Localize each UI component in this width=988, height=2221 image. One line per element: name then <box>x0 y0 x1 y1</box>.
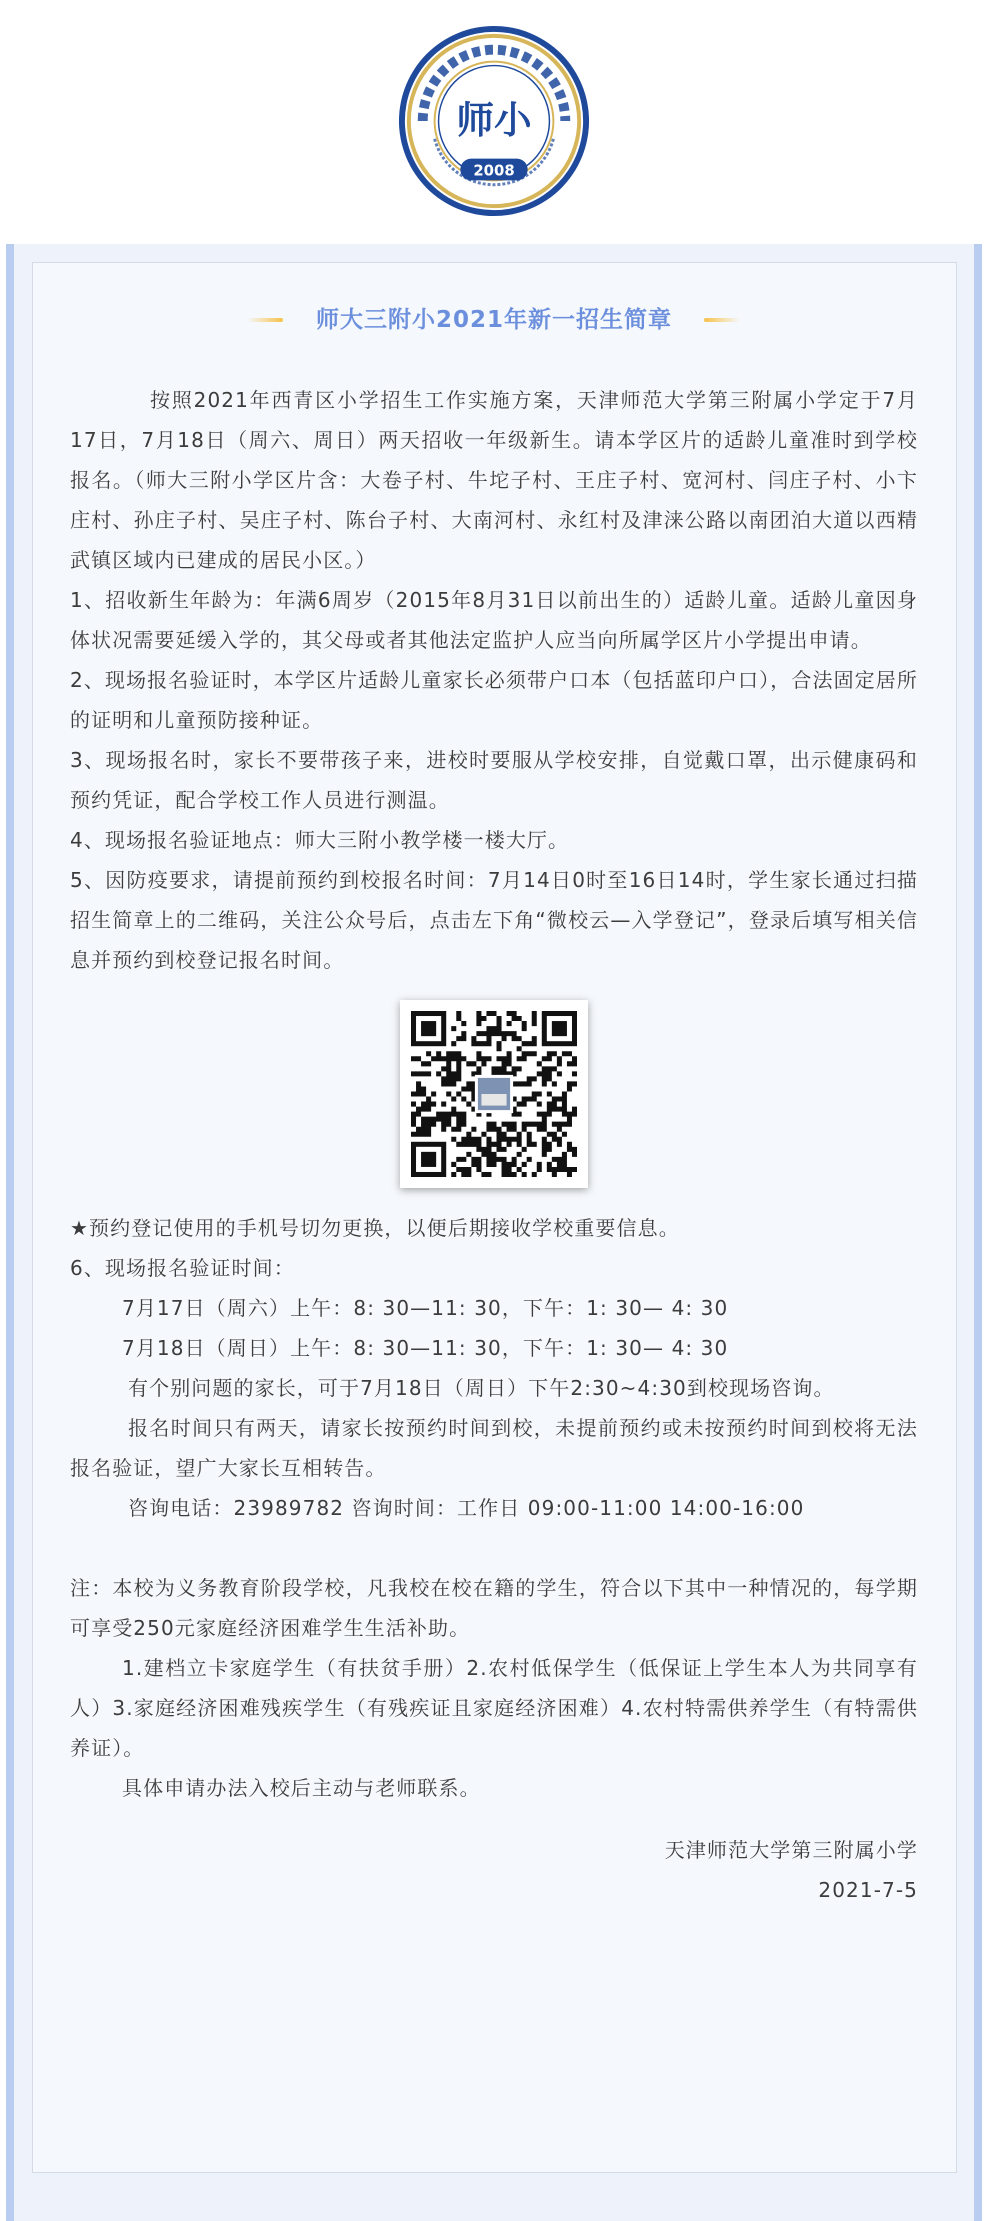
item-4: 4、现场报名验证地点：师大三附小教学楼一楼大厅。 <box>70 828 570 852</box>
star-notice: ★预约登记使用的手机号切勿更换，以便后期接收学校重要信息。 <box>70 1216 680 1240</box>
item-6-title: 6、现场报名验证时间： <box>70 1256 295 1280</box>
item-2: 2、现场报名验证时，本学区片适龄儿童家长必须带户口本（包括蓝印户口），合法固定居所的证明和儿童预防接种证。 <box>70 668 918 732</box>
intro-paragraph: 按照2021年西青区小学招生工作实施方案，天津师范大学第三附属小学定于7月17日，7月18日（周六、周日）两天招收一年级新生。请本学区片的适龄儿童准时到学校报名。（师大三附小学区片含：大卷子村、牛坨子村、王庄子村、宽河村、闫庄子村、小卞庄村、孙庄子村、吴庄子村、陈台子村、大南河村、永红村及津涞公路以南团泊大道以西精武镇区域内已建成的居民小区。） <box>70 388 918 572</box>
title-decoration-left <box>247 318 283 322</box>
qr-code-icon <box>411 1011 577 1177</box>
title-decoration-right <box>704 318 740 322</box>
signature: 天津师范大学第三附属小学 <box>664 1838 918 1862</box>
header <box>0 0 988 248</box>
contact-info: 咨询电话：23989782 咨询时间：工作日 09:00-11:00 14:00-16:00 <box>128 1496 805 1520</box>
note-intro: 注：本校为义务教育阶段学校，凡我校在校在籍的学生，符合以下其中一种情况的，每学期可享受250元家庭经济困难学生生活补助。 <box>70 1576 918 1640</box>
page-title: 师大三附小2021年新一招生简章 <box>315 307 672 333</box>
qr-code <box>400 1000 588 1188</box>
consult-note: 有个别问题的家长，可于7月18日（周日）下午2:30~4:30到校现场咨询。 <box>128 1376 835 1400</box>
title-row <box>32 300 956 340</box>
school-logo <box>395 22 593 220</box>
note-list: 1.建档立卡家庭学生（有扶贫手册）2.农村低保学生（低保证上学生本人为共同享有人）3.家庭经济困难残疾学生（有残疾证且家庭经济困难）4.农村特需供养学生（有特需供养证）。 <box>70 1656 918 1760</box>
date: 2021-7-5 <box>818 1878 918 1902</box>
logo-center-text: 师小 <box>456 97 532 142</box>
schedule-day-2: 7月18日（周日）上午：8: 30—11: 30，下午：1: 30— 4: 30 <box>122 1336 729 1360</box>
reminder: 报名时间只有两天，请家长按预约时间到校，未提前预约或未按预约时间到校将无法报名验证，望广大家长互相转告。 <box>70 1416 918 1480</box>
item-1: 1、招收新生年龄为：年满6周岁（2015年8月31日以前出生的）适龄儿童。适龄儿童因身体状况需要延缓入学的，其父母或者其他法定监护人应当向所属学区片小学提出申请。 <box>70 588 918 652</box>
note-apply: 具体申请办法入校后主动与老师联系。 <box>122 1776 481 1800</box>
logo-year: 2008 <box>473 161 515 180</box>
schedule-day-1: 7月17日（周六）上午：8: 30—11: 30，下午：1: 30— 4: 30 <box>122 1296 729 1320</box>
item-3: 3、现场报名时，家长不要带孩子来，进校时要服从学校安排，自觉戴口罩，出示健康码和预约凭证，配合学校工作人员进行测温。 <box>70 748 918 812</box>
article-body <box>70 380 918 1910</box>
item-5: 5、因防疫要求，请提前预约到校报名时间：7月14日0时至16日14时，学生家长通过扫描招生简章上的二维码，关注公众号后，点击左下角“微校云—入学登记”，登录后填写相关信息并预约到校登记报名时间。 <box>70 868 918 972</box>
